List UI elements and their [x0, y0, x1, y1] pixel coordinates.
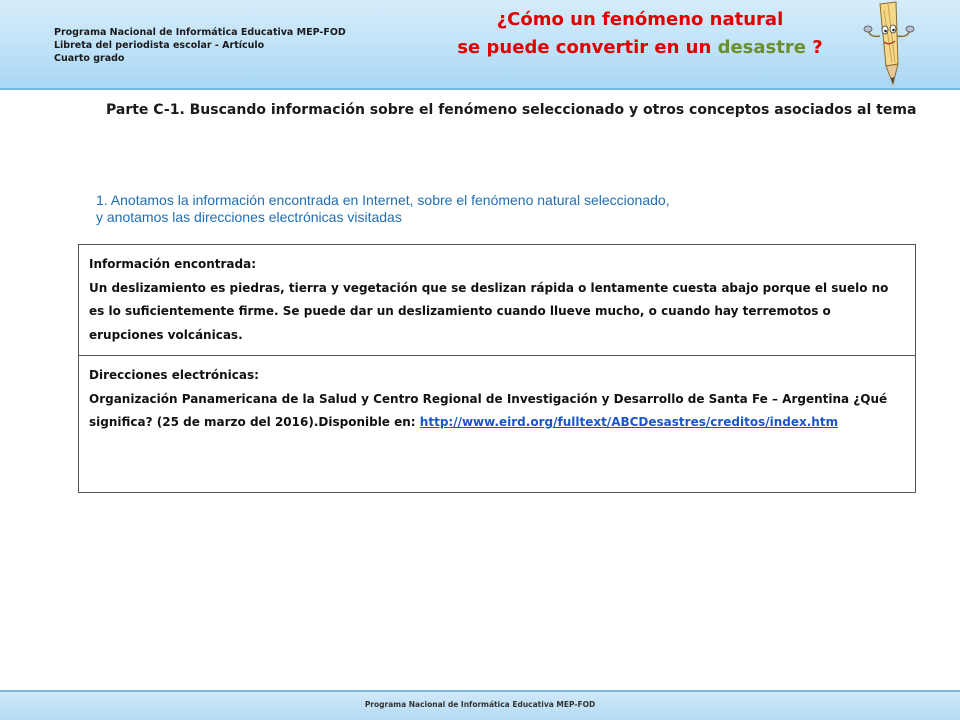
addresses-cell — [79, 356, 916, 493]
instruction-line-1: 1. Anotamos la información encontrada en Internet, sobre el fenómeno natural seleccionado, — [96, 192, 670, 208]
footer-banner — [0, 690, 960, 720]
program-line: Programa Nacional de Informática Educativa MEP-FOD — [54, 27, 346, 38]
header-meta — [54, 26, 346, 65]
addresses-row — [79, 356, 916, 493]
instruction-text — [96, 192, 796, 226]
research-table — [78, 244, 916, 493]
grade-line: Cuarto grado — [54, 53, 125, 64]
info-text: Un deslizamiento es piedras, tierra y vegetación que se deslizan rápida o lentamente cuesta abajo porque el suelo no es lo suficientemente firme. Se puede dar un deslizamiento cuando llueve mucho, o cuando hay terremotos o erupciones volcánicas. — [89, 280, 889, 342]
title-line-2-suffix: ? — [805, 37, 823, 58]
title-line-2 — [430, 34, 850, 62]
notebook-line: Libreta del periodista escolar - Artículo — [54, 40, 265, 51]
header-banner — [0, 0, 960, 90]
section-heading: Parte C-1. Buscando información sobre el fenómeno seleccionado y otros conceptos asociados al tema — [106, 102, 917, 118]
instruction-line-2: y anotamos las direcciones electrónicas visitadas — [96, 209, 402, 225]
info-label: Información encontrada: — [89, 257, 257, 271]
info-cell — [79, 245, 916, 356]
addresses-text: Organización Panamericana de la Salud y Centro Regional de Investigación y Desarrollo de Santa Fe – Argentina ¿Qué significa? (25 de marzo del 2016).Disponible en: — [89, 391, 888, 429]
title-line-1: ¿Cómo un fenómeno natural — [496, 9, 784, 30]
footer-text: Programa Nacional de Informática Educativa MEP-FOD — [364, 700, 596, 709]
title-line-2-prefix: se puede convertir en un — [457, 37, 718, 58]
title-highlight-word: desastre — [717, 37, 806, 58]
source-link[interactable]: http://www.eird.org/fulltext/ABCDesastres/creditos/index.htm — [419, 415, 839, 429]
info-row — [79, 245, 916, 356]
addresses-label: Direcciones electrónicas: — [89, 368, 259, 382]
pencil-mascot-icon — [862, 0, 922, 90]
page-title — [430, 6, 850, 62]
